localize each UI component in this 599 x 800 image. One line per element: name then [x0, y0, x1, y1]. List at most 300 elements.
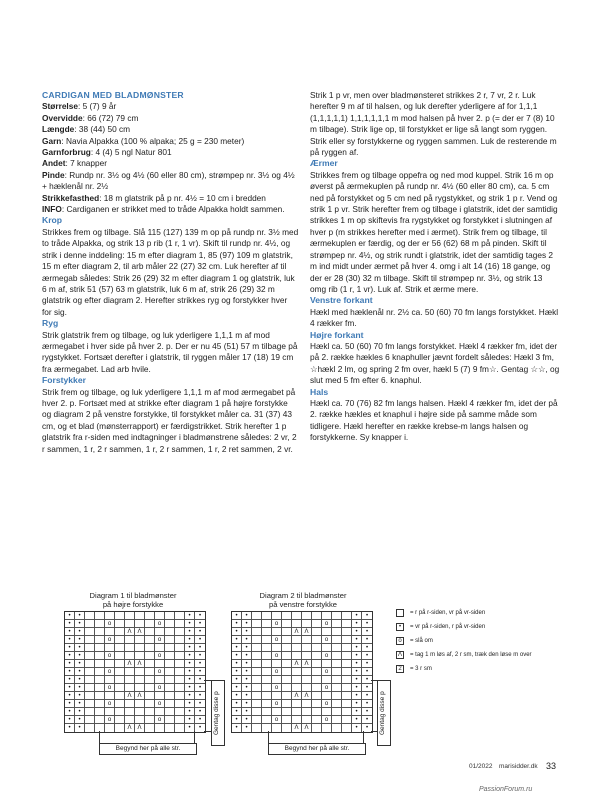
chart-cell — [252, 612, 262, 620]
chart-cell: o — [322, 636, 332, 644]
chart-cell: • — [352, 676, 362, 684]
chart-cell: • — [362, 620, 372, 628]
chart-cell: • — [195, 676, 205, 684]
chart-cell: • — [232, 684, 242, 692]
chart-cell — [85, 612, 95, 620]
chart-cell: • — [232, 652, 242, 660]
chart-cell — [312, 628, 322, 636]
chart-cell — [282, 676, 292, 684]
chart-cell: • — [75, 644, 85, 652]
chart-cell: • — [352, 644, 362, 652]
chart-cell: • — [352, 700, 362, 708]
chart-cell — [125, 668, 135, 676]
chart-cell — [262, 612, 272, 620]
chart-cell: • — [352, 660, 362, 668]
chart-cell: • — [242, 612, 252, 620]
chart-cell: • — [185, 684, 195, 692]
chart-cell — [95, 716, 105, 724]
section-body: Strik frem og tilbage, og luk yderligere 1,1,1 m af mod ærmegabet på hver 2. p. Fortsæt med at strikke efter diagram 1 på højre forstykke og diagram 2 på venstre forstykke, til forstykket måler ca. 31 (37) 43 cm, og et blad (mønsterrapport) er færdigstrikket. Strik herefter 1 p glatstrik fra r-siden med indtagninger i bladmønstrene således: 2 vr, 2 r sammen, 1 r, 2 r sammen, 1 r, 2 r sammen, 1 r, 2 ret sammen, 2 vr. — [42, 386, 297, 454]
chart-cell — [332, 692, 342, 700]
chart-cell: • — [242, 628, 252, 636]
chart-cell — [252, 724, 262, 732]
chart-cell: o — [155, 620, 165, 628]
chart-cell — [155, 676, 165, 684]
chart-cell: • — [75, 628, 85, 636]
chart-cell: • — [65, 636, 75, 644]
chart-cell — [115, 660, 125, 668]
chart-cell — [332, 612, 342, 620]
chart-cell — [302, 620, 312, 628]
chart-cell — [145, 628, 155, 636]
yarn-over-symbol-icon: o — [396, 637, 404, 645]
chart-cell: o — [272, 684, 282, 692]
chart-cell — [342, 708, 352, 716]
chart-cell — [175, 660, 185, 668]
chart-cell — [262, 644, 272, 652]
chart-cell: • — [185, 676, 195, 684]
chart-cell — [342, 700, 352, 708]
chart-cell: • — [352, 668, 362, 676]
chart-cell — [165, 676, 175, 684]
chart-cell: • — [232, 620, 242, 628]
chart-cell: • — [65, 628, 75, 636]
chart-cell — [292, 612, 302, 620]
chart-cell: • — [185, 700, 195, 708]
chart-cell — [332, 676, 342, 684]
chart-cell — [292, 652, 302, 660]
chart-cell — [135, 668, 145, 676]
spec-row: Strikkefasthed: 18 m glatstrik på p nr. 4½ = 10 cm i bredden — [42, 192, 266, 203]
chart-cell — [155, 612, 165, 620]
section-body: Strikkes frem og tilbage oppefra og ned mod kuppel. Strik 16 m op øverst på ærmekuplen på rundp nr. 4½ (60 eller 80 cm), ca. 5 cm ned på forstykket og 5 cm ned på rygstykket, og strik 1 p r. Vend og strik 1 p vr. Strik herefter frem og tilbage i glatstrik, idet der samtidig strikkes 1 m op skiftevis fra rygstykket og forstykket i slutningen af hver p (m strikkes herefter med i ærmet). Strik frem og tilbage, til ærmekuplen er færdig, og der er 56 (62) 68 m på pinden. Skift til strømpep nr. 4½, og strik rundt i glatstrik, idet der samtidig tages 2 m ind midt under ærmet på hver 4. omg i alt 14 (16) 18 gange, og der er 28 (30) 32 m tilbage. Skift til strømpep nr. 3½, og strik 13 omg rib (1 r, 1 vr). Luk af. Strik et ærme mere. — [310, 169, 558, 294]
section-heading: Hals — [310, 386, 329, 397]
chart-cell — [155, 708, 165, 716]
chart-cell — [322, 660, 332, 668]
chart-cell: • — [362, 660, 372, 668]
chart-cell — [145, 668, 155, 676]
chart-cell: • — [362, 612, 372, 620]
chart-cell — [125, 636, 135, 644]
chart-cell — [262, 724, 272, 732]
chart-cell — [252, 668, 262, 676]
chart-cell: Λ — [135, 628, 145, 636]
chart-cell — [292, 700, 302, 708]
chart-cell — [332, 636, 342, 644]
chart-cell — [332, 700, 342, 708]
chart-cell — [115, 716, 125, 724]
chart-cell — [282, 620, 292, 628]
chart-cell — [95, 676, 105, 684]
spec-row: Længde: 38 (44) 50 cm — [42, 124, 131, 135]
chart-cell — [272, 628, 282, 636]
chart-cell: o — [272, 716, 282, 724]
chart-cell — [302, 636, 312, 644]
chart-cell — [312, 692, 322, 700]
chart-cell — [165, 636, 175, 644]
chart-cell — [272, 644, 282, 652]
chart-cell: o — [105, 636, 115, 644]
chart-cell: • — [242, 620, 252, 628]
chart-cell: • — [195, 700, 205, 708]
chart-cell — [145, 692, 155, 700]
chart-cell — [342, 716, 352, 724]
legend-item: Λ = tag 1 m løs af, 2 r sm, træk den løse m over — [397, 652, 532, 658]
chart-cell: • — [75, 620, 85, 628]
diagram2-repeat-label: Gentag disse p — [377, 680, 391, 746]
chart-cell — [342, 668, 352, 676]
section-heading: Ærmer — [310, 158, 338, 169]
chart-cell — [85, 660, 95, 668]
chart-cell — [262, 708, 272, 716]
diagram1-repeat-bracket — [204, 731, 211, 732]
chart-cell — [272, 676, 282, 684]
chart-cell: • — [185, 612, 195, 620]
chart-cell: • — [195, 652, 205, 660]
chart-cell: • — [75, 692, 85, 700]
chart-cell — [302, 676, 312, 684]
chart-cell: • — [185, 628, 195, 636]
chart-cell — [115, 628, 125, 636]
page-number: 33 — [546, 761, 557, 771]
chart-cell: • — [75, 700, 85, 708]
chart-cell: o — [155, 716, 165, 724]
chart-cell — [95, 612, 105, 620]
chart-cell — [302, 684, 312, 692]
chart-cell — [155, 628, 165, 636]
section-body: Strik glatstrik frem og tilbage, og luk yderligere 1,1,1 m af mod ærmegabet i hver side på hver 2. p. Der er nu 45 (51) 57 m tilbage på rygstykket. Fortsæt derefter i glatstrik, til ryggen måler 17 (18) 19 cm fra ærmegabet. Lad arb hvile. — [42, 329, 298, 374]
chart-cell — [262, 676, 272, 684]
chart-cell — [292, 636, 302, 644]
chart-cell — [332, 628, 342, 636]
diagram1-repeat-bracket — [204, 680, 211, 681]
chart-cell — [312, 644, 322, 652]
chart-cell — [165, 628, 175, 636]
diagram1-repeat-label: Gentag disse p — [211, 680, 225, 746]
chart-cell — [85, 620, 95, 628]
chart-cell: • — [352, 636, 362, 644]
chart-cell — [272, 724, 282, 732]
chart-cell — [155, 692, 165, 700]
chart-cell — [175, 716, 185, 724]
chart-cell — [312, 708, 322, 716]
k3tog-symbol-icon: 2 — [396, 665, 404, 673]
chart-cell: • — [198, 725, 202, 731]
chart-cell: o — [272, 700, 282, 708]
diagram2-repeat-bracket — [371, 731, 377, 732]
section-body: Hækl med hæklenål nr. 2½ ca. 50 (60) 70 fm langs forstykket. Hækl 4 rækker fm. — [310, 306, 559, 329]
chart-cell: • — [232, 676, 242, 684]
chart-cell — [312, 716, 322, 724]
spec-row: Garnforbrug: 4 (4) 5 ngl Natur 801 — [42, 147, 172, 158]
chart-cell — [105, 724, 115, 732]
chart-cell: Λ — [135, 724, 145, 732]
chart-cell — [85, 700, 95, 708]
chart-cell — [145, 652, 155, 660]
chart-cell: o — [105, 652, 115, 660]
chart-cell — [262, 636, 272, 644]
chart-cell — [252, 676, 262, 684]
diagram1-start-arrow — [194, 731, 195, 743]
section-body: Strikkes frem og tilbage. Slå 115 (127) 139 m op på rundp nr. 3½ med to tråde Alpakka, og strik 13 p rib (1 r, 1 vr). Skift til rundp nr. 4½, og strik i denne inddeling: 15 m efter diagram 1, 85 (97) 109 m glatstrik, 15 m efter diagram 2, til arb måler 22 (27) 32 cm. Luk herefter af til ærmegab således: Strik 26 (29) 32 m efter diagram 1 og glatstrik, luk 6 m af, strik 51 (57) 63 m glatstrik, luk 6 m af, strik 26 (29) 32 m glatstrik og efter diagram 2. Herefter strikkes ryg og forstykker hver for sig. — [42, 226, 299, 317]
chart-cell — [282, 692, 292, 700]
chart-cell — [165, 612, 175, 620]
chart-cell — [252, 652, 262, 660]
chart-cell: Λ — [135, 692, 145, 700]
chart-cell — [312, 668, 322, 676]
chart-cell: • — [232, 660, 242, 668]
chart-cell — [125, 676, 135, 684]
chart-cell — [175, 708, 185, 716]
chart-cell: • — [75, 676, 85, 684]
spec-list — [42, 101, 299, 215]
chart-cell — [292, 716, 302, 724]
chart-cell: • — [362, 644, 372, 652]
chart-cell: • — [232, 700, 242, 708]
chart-cell — [312, 612, 322, 620]
chart-cell — [302, 668, 312, 676]
chart-cell: • — [362, 700, 372, 708]
chart-cell — [302, 716, 312, 724]
chart-cell — [145, 612, 155, 620]
chart-cell — [282, 716, 292, 724]
chart-cell: • — [232, 628, 242, 636]
chart-cell: • — [65, 700, 75, 708]
chart-cell — [95, 652, 105, 660]
chart-cell: • — [352, 716, 362, 724]
chart-cell — [135, 620, 145, 628]
chart-cell — [272, 708, 282, 716]
chart-cell — [155, 724, 165, 732]
chart-cell: • — [185, 716, 195, 724]
chart-cell — [95, 700, 105, 708]
chart-cell: • — [75, 684, 85, 692]
diagram1-title: Diagram 1 til bladmønster på højre forstykke — [89, 591, 177, 609]
chart-cell: o — [105, 668, 115, 676]
chart-cell — [105, 612, 115, 620]
chart-cell — [252, 684, 262, 692]
section-heading: Krop — [42, 215, 63, 226]
chart-cell: • — [185, 660, 195, 668]
chart-cell: o — [155, 636, 165, 644]
chart-cell: • — [185, 636, 195, 644]
chart-cell: • — [195, 692, 205, 700]
chart-cell: • — [352, 708, 362, 716]
chart-cell — [155, 644, 165, 652]
chart-cell — [165, 684, 175, 692]
chart-cell — [85, 708, 95, 716]
chart-cell: • — [242, 636, 252, 644]
chart-cell: • — [75, 716, 85, 724]
diagram1-start-label: Begynd her på alle str. — [99, 743, 197, 755]
chart-cell — [165, 716, 175, 724]
chart-cell — [175, 636, 185, 644]
chart-cell: • — [75, 612, 85, 620]
chart-cell — [175, 652, 185, 660]
chart-cell — [105, 628, 115, 636]
chart-cell — [282, 668, 292, 676]
chart-cell — [175, 644, 185, 652]
chart-cell — [115, 724, 125, 732]
chart-cell — [282, 660, 292, 668]
chart-cell: Λ — [125, 660, 135, 668]
chart-cell — [282, 636, 292, 644]
chart-cell: • — [185, 668, 195, 676]
chart-cell: • — [65, 660, 75, 668]
chart-cell — [115, 652, 125, 660]
chart-cell — [135, 684, 145, 692]
chart-cell — [175, 612, 185, 620]
chart-cell — [342, 620, 352, 628]
chart-cell: • — [362, 628, 372, 636]
chart-cell — [115, 636, 125, 644]
chart-cell — [115, 692, 125, 700]
chart-cell — [145, 620, 155, 628]
chart-cell — [85, 668, 95, 676]
chart-cell — [302, 612, 312, 620]
chart-cell: o — [272, 652, 282, 660]
chart-cell: • — [232, 716, 242, 724]
chart-cell: Λ — [302, 724, 312, 732]
chart-cell: Λ — [292, 628, 302, 636]
chart-cell — [175, 668, 185, 676]
chart-cell — [145, 724, 155, 732]
chart-cell: o — [155, 684, 165, 692]
chart-cell — [282, 644, 292, 652]
chart-cell — [292, 684, 302, 692]
chart-cell — [105, 708, 115, 716]
chart-cell — [145, 708, 155, 716]
chart-cell — [252, 700, 262, 708]
chart-cell — [322, 676, 332, 684]
chart-cell — [342, 628, 352, 636]
chart-cell — [312, 660, 322, 668]
chart-cell — [115, 668, 125, 676]
chart-cell — [145, 676, 155, 684]
chart-cell — [322, 612, 332, 620]
chart-cell — [332, 652, 342, 660]
chart-cell — [292, 676, 302, 684]
chart-cell: o — [272, 636, 282, 644]
chart-cell — [332, 708, 342, 716]
chart-cell: Λ — [292, 660, 302, 668]
spec-row: Garn: Navia Alpakka (100 % alpaka; 25 g = 230 meter) — [42, 135, 245, 146]
chart-cell: • — [242, 660, 252, 668]
chart-cell — [332, 660, 342, 668]
chart-cell: • — [242, 644, 252, 652]
chart-cell — [332, 620, 342, 628]
chart-cell — [145, 660, 155, 668]
chart-cell — [85, 724, 95, 732]
chart-cell: • — [65, 708, 75, 716]
chart-cell: • — [362, 684, 372, 692]
chart-cell — [135, 636, 145, 644]
chart-cell — [312, 652, 322, 660]
legend-item: o = slå om — [396, 637, 433, 645]
chart-cell — [145, 644, 155, 652]
chart-cell — [312, 700, 322, 708]
chart-cell: • — [242, 684, 252, 692]
legend — [396, 609, 576, 689]
chart-cell — [125, 644, 135, 652]
chart-cell — [125, 700, 135, 708]
chart-cell: o — [322, 684, 332, 692]
chart-cell — [342, 684, 352, 692]
chart-cell: • — [65, 692, 75, 700]
chart-cell — [272, 660, 282, 668]
chart-cell — [175, 620, 185, 628]
chart-cell — [125, 708, 135, 716]
legend-item: 2 = 3 r sm — [396, 665, 432, 673]
chart-cell: o — [105, 684, 115, 692]
footer-date: 01/2022 — [469, 763, 493, 770]
chart-cell: • — [242, 652, 252, 660]
chart-cell: • — [65, 724, 75, 732]
chart-cell — [282, 652, 292, 660]
chart-cell: • — [362, 708, 372, 716]
chart-cell — [165, 644, 175, 652]
spec-row: INFO: Cardiganen er strikket med to tråde Alpakka holdt sammen. — [42, 204, 285, 215]
chart-cell — [105, 676, 115, 684]
chart-cell: o — [105, 716, 115, 724]
chart-cell: • — [232, 644, 242, 652]
chart-cell: o — [155, 668, 165, 676]
chart-cell: • — [362, 716, 372, 724]
chart-cell — [145, 700, 155, 708]
chart-cell — [252, 708, 262, 716]
chart-cell — [272, 692, 282, 700]
chart-cell — [282, 724, 292, 732]
chart-cell — [342, 692, 352, 700]
right-column — [310, 90, 560, 444]
chart-cell: • — [65, 684, 75, 692]
chart-cell: Λ — [135, 660, 145, 668]
chart-cell — [135, 644, 145, 652]
chart-cell: • — [185, 692, 195, 700]
chart-cell — [342, 636, 352, 644]
chart-cell — [105, 660, 115, 668]
chart-cell — [135, 700, 145, 708]
chart-cell — [282, 708, 292, 716]
diagram1-grid — [64, 611, 206, 733]
chart-cell — [252, 636, 262, 644]
chart-cell — [165, 692, 175, 700]
chart-cell: o — [322, 668, 332, 676]
chart-cell — [262, 700, 272, 708]
chart-cell: • — [232, 636, 242, 644]
chart-cell: Λ — [125, 724, 135, 732]
chart-cell — [262, 660, 272, 668]
section-heading: Venstre forkant — [310, 295, 373, 306]
knit-symbol-icon — [396, 609, 404, 617]
chart-cell: • — [352, 628, 362, 636]
chart-cell — [115, 684, 125, 692]
chart-cell — [135, 708, 145, 716]
chart-cell — [342, 612, 352, 620]
chart-cell: Λ — [292, 692, 302, 700]
chart-cell — [135, 652, 145, 660]
chart-cell — [145, 636, 155, 644]
chart-cell: • — [195, 708, 205, 716]
chart-cell — [125, 684, 135, 692]
chart-cell — [115, 708, 125, 716]
chart-cell: • — [195, 660, 205, 668]
chart-cell: o — [322, 652, 332, 660]
chart-cell — [322, 708, 332, 716]
chart-cell — [165, 652, 175, 660]
purl-symbol-icon: • — [396, 623, 404, 631]
chart-cell — [312, 676, 322, 684]
chart-cell: • — [65, 652, 75, 660]
